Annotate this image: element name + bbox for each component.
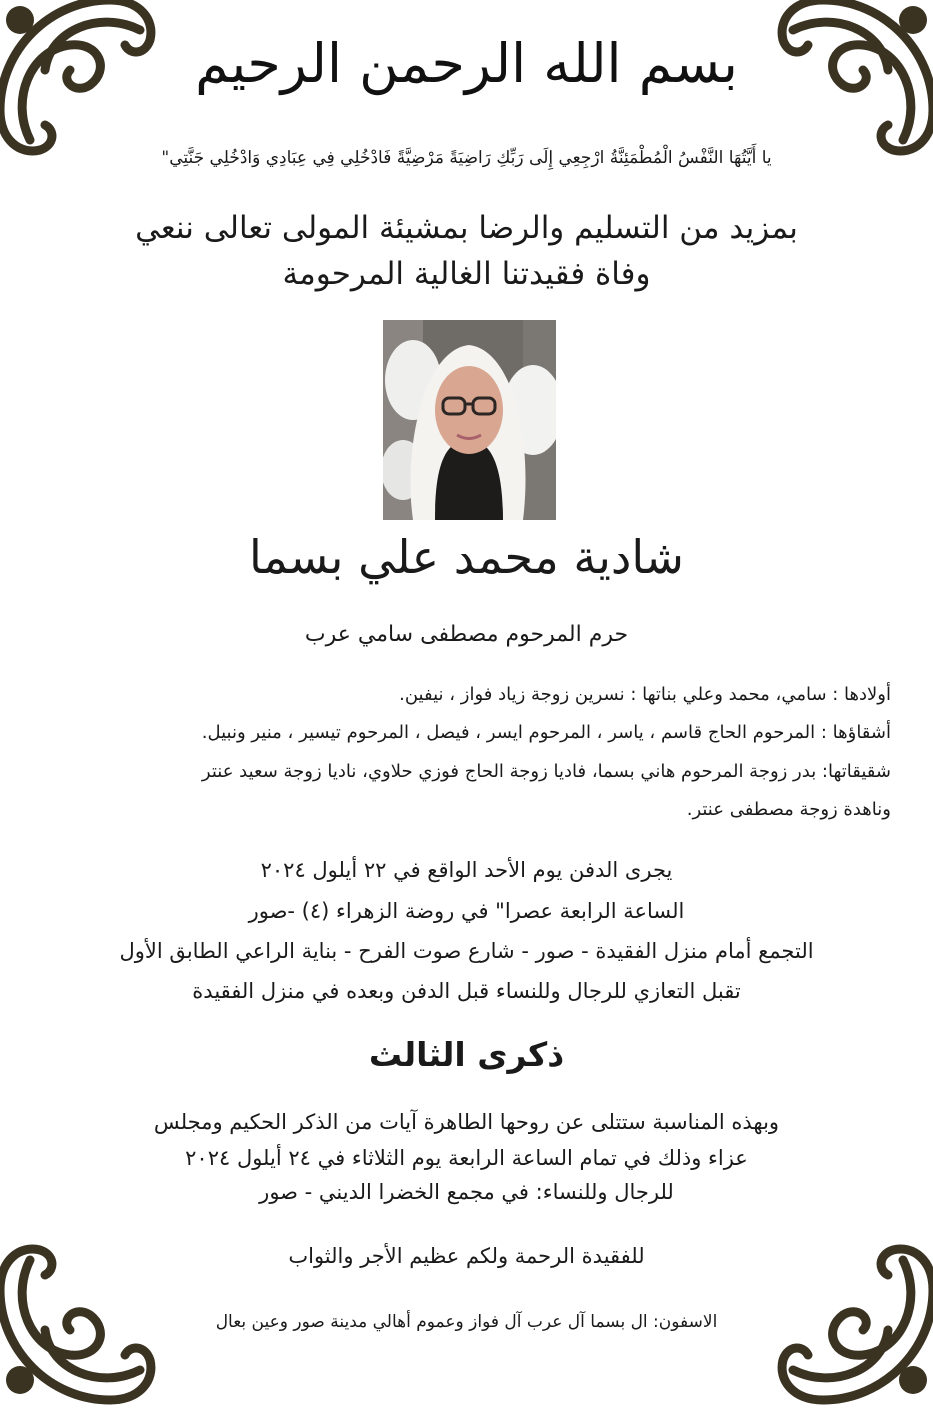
gathering-line: التجمع أمام منزل الفقيدة - صور - شارع صوت الفرح - بناية الراعي الطابق الأول [119, 939, 814, 963]
burial-time-line: الساعة الرابعة عصرا" في روضة الزهراء (٤) -صور [248, 899, 685, 923]
basmala-calligraphy: بسم الله الرحمن الرحيم [195, 32, 738, 95]
memorial-line-2: عزاء وذلك في تمام الساعة الرابعة يوم الثلاثاء في ٢٤ أيلول ٢٠٢٤ [185, 1146, 748, 1170]
closing-prayer: للفقيدة الرحمة ولكم عظيم الأجر والثواب [288, 1244, 645, 1268]
quran-verse: يا أَيَّتُهَا النَّفْسُ الْمُطْمَئِنَّةُ ارْجِعِي إِلَى رَبِّكِ رَاضِيَةً مَرْضِيَّةً فَادْخُلِي فِي عِبَادِي وَادْخُلِي جَنَّتِي" [161, 148, 772, 168]
deceased-portrait-photo [383, 320, 556, 520]
mourners-signature: الاسفون: ال بسما آل عرب آل فواز وعموم أهالي مدينة صور وعين بعال [215, 1312, 718, 1332]
condolences-line: تقبل التعازي للرجال وللنساء قبل الدفن وبعده في منزل الفقيدة [192, 979, 741, 1003]
memorial-title: ذكرى الثالث [368, 1035, 565, 1074]
intro-line-1: بمزيد من التسليم والرضا بمشيئة المولى تعالى ننعي [135, 210, 798, 246]
memorial-line-3: للرجال وللنساء: في مجمع الخضرا الديني - صور [259, 1180, 674, 1204]
burial-date-line: يجرى الدفن يوم الأحد الواقع في ٢٢ أيلول ٢٠٢٤ [260, 858, 673, 882]
deceased-name: شادية محمد علي بسما [249, 530, 684, 584]
spouse-line: حرم المرحوم مصطفى سامي عرب [304, 622, 629, 647]
relatives-sisters-cont: وناهدة زوجة مصطفى عنتر. [686, 799, 891, 820]
relatives-sisters: شقيقاتها: بدر زوجة المرحوم هاني بسما، فاديا زوجة الحاج فوزي حلاوي، ناديا زوجة سعيد عنتر [201, 761, 891, 782]
relatives-children: أولادها : سامي، محمد وعلي بناتها : نسرين زوجة زياد فواز ، نيفين. [399, 684, 891, 705]
memorial-line-1: وبهذه المناسبة ستتلى عن روحها الطاهرة آيات من الذكر الحكيم ومجلس [153, 1110, 780, 1134]
intro-line-2: وفاة فقيدتنا الغالية المرحومة [282, 256, 651, 292]
relatives-brothers: أشقاؤها : المرحوم الحاج قاسم ، ياسر ، المرحوم ايسر ، فيصل ، المرحوم تيسير ، منير ونبيل. [201, 722, 891, 743]
